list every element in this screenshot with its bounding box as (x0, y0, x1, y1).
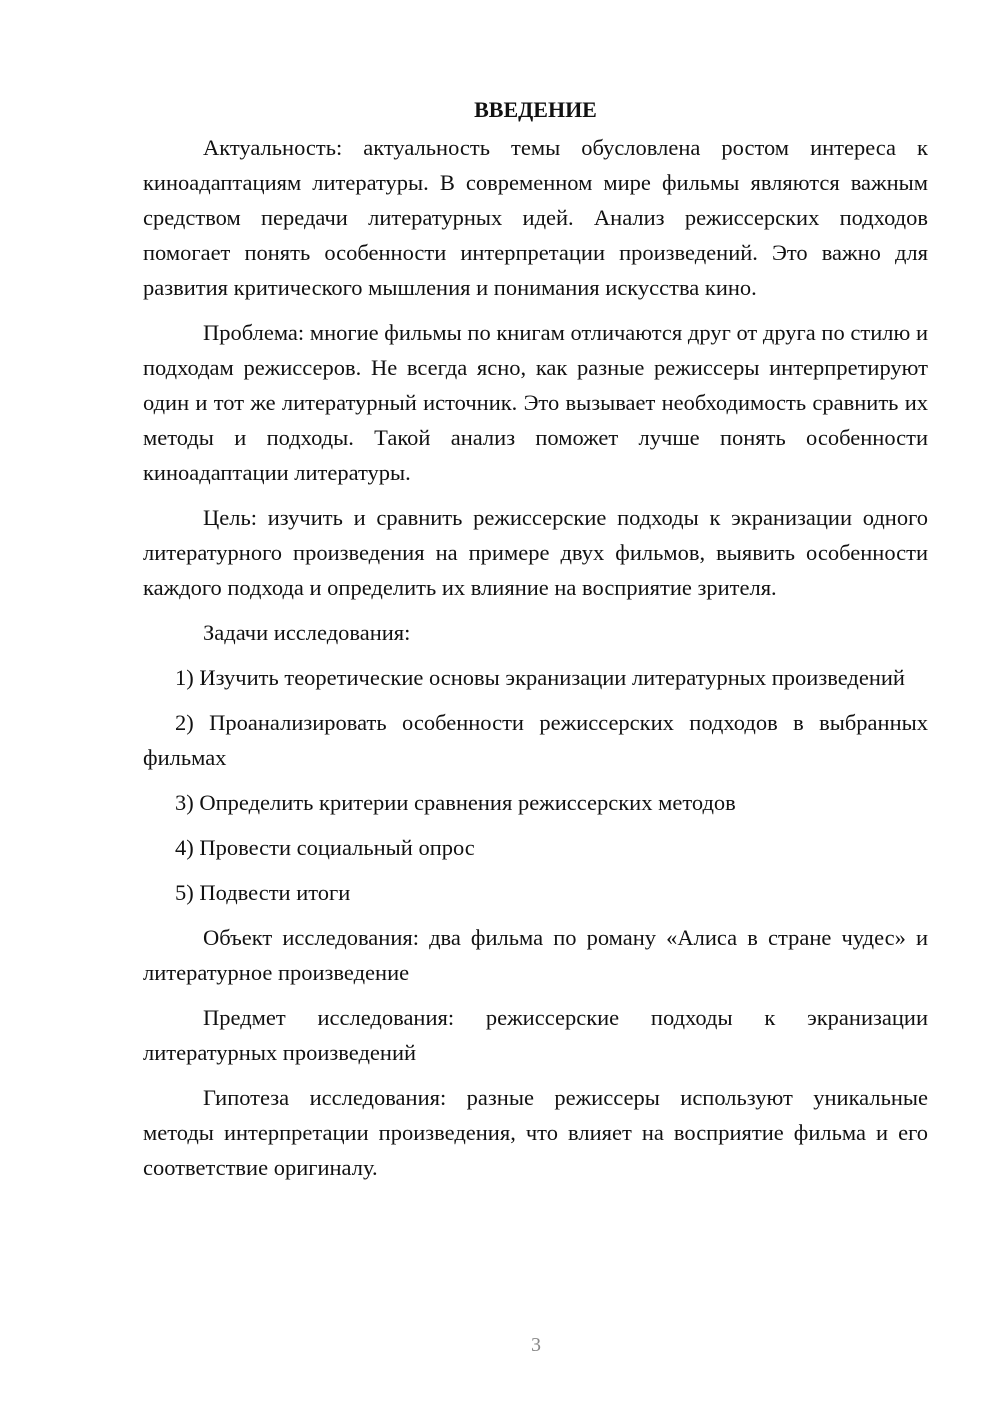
goal-paragraph: Цель: изучить и сравнить режиссерские подходы к экранизации одного литературного произведения на примере двух фильмов, выявить особенности каждого подхода и определить их влияние на восприятие зрителя. (143, 505, 928, 600)
hypothesis-paragraph: Гипотеза исследования: разные режиссеры используют уникальные методы интерпретации произведения, что влияет на восприятие фильма и его соответствие оригиналу. (143, 1085, 928, 1180)
problem-paragraph: Проблема: многие фильмы по книгам отличаются друг от друга по стилю и подходам режиссеров. Не всегда ясно, как разные режиссеры интерпретируют один и тот же литературный источник. Это вызывает необходимость сравнить их методы и подходы. Такой анализ поможет лучше понять особенности киноадаптации литературы. (143, 320, 928, 485)
task-item-3: 3) Определить критерии сравнения режиссерских методов (175, 790, 736, 815)
task-item-5: 5) Подвести итоги (175, 880, 351, 905)
subject-paragraph: Предмет исследования: режиссерские подходы к экранизации литературных произведений (143, 1005, 928, 1065)
section-heading: ВВЕДЕНИЕ (474, 97, 597, 122)
page-number: 3 (531, 1334, 541, 1356)
page-body (143, 92, 928, 1195)
tasks-title: Задачи исследования: (203, 620, 411, 645)
task-item-4: 4) Провести социальный опрос (175, 835, 475, 860)
object-paragraph: Объект исследования: два фильма по роману «Алиса в стране чудес» и литературное произведение (143, 925, 928, 985)
task-item-1: 1) Изучить теоретические основы экранизации литературных произведений (175, 665, 905, 690)
task-item-2: 2) Проанализировать особенности режиссерских подходов в выбранных фильмах (143, 710, 928, 770)
relevance-paragraph: Актуальность: актуальность темы обусловлена ростом интереса к киноадаптациям литературы. В современном мире фильмы являются важным средством передачи литературных идей. Анализ режиссерских подходов помогает понять особенности интерпретации произведений. Это важно для развития критического мышления и понимания искусства кино. (143, 135, 928, 300)
